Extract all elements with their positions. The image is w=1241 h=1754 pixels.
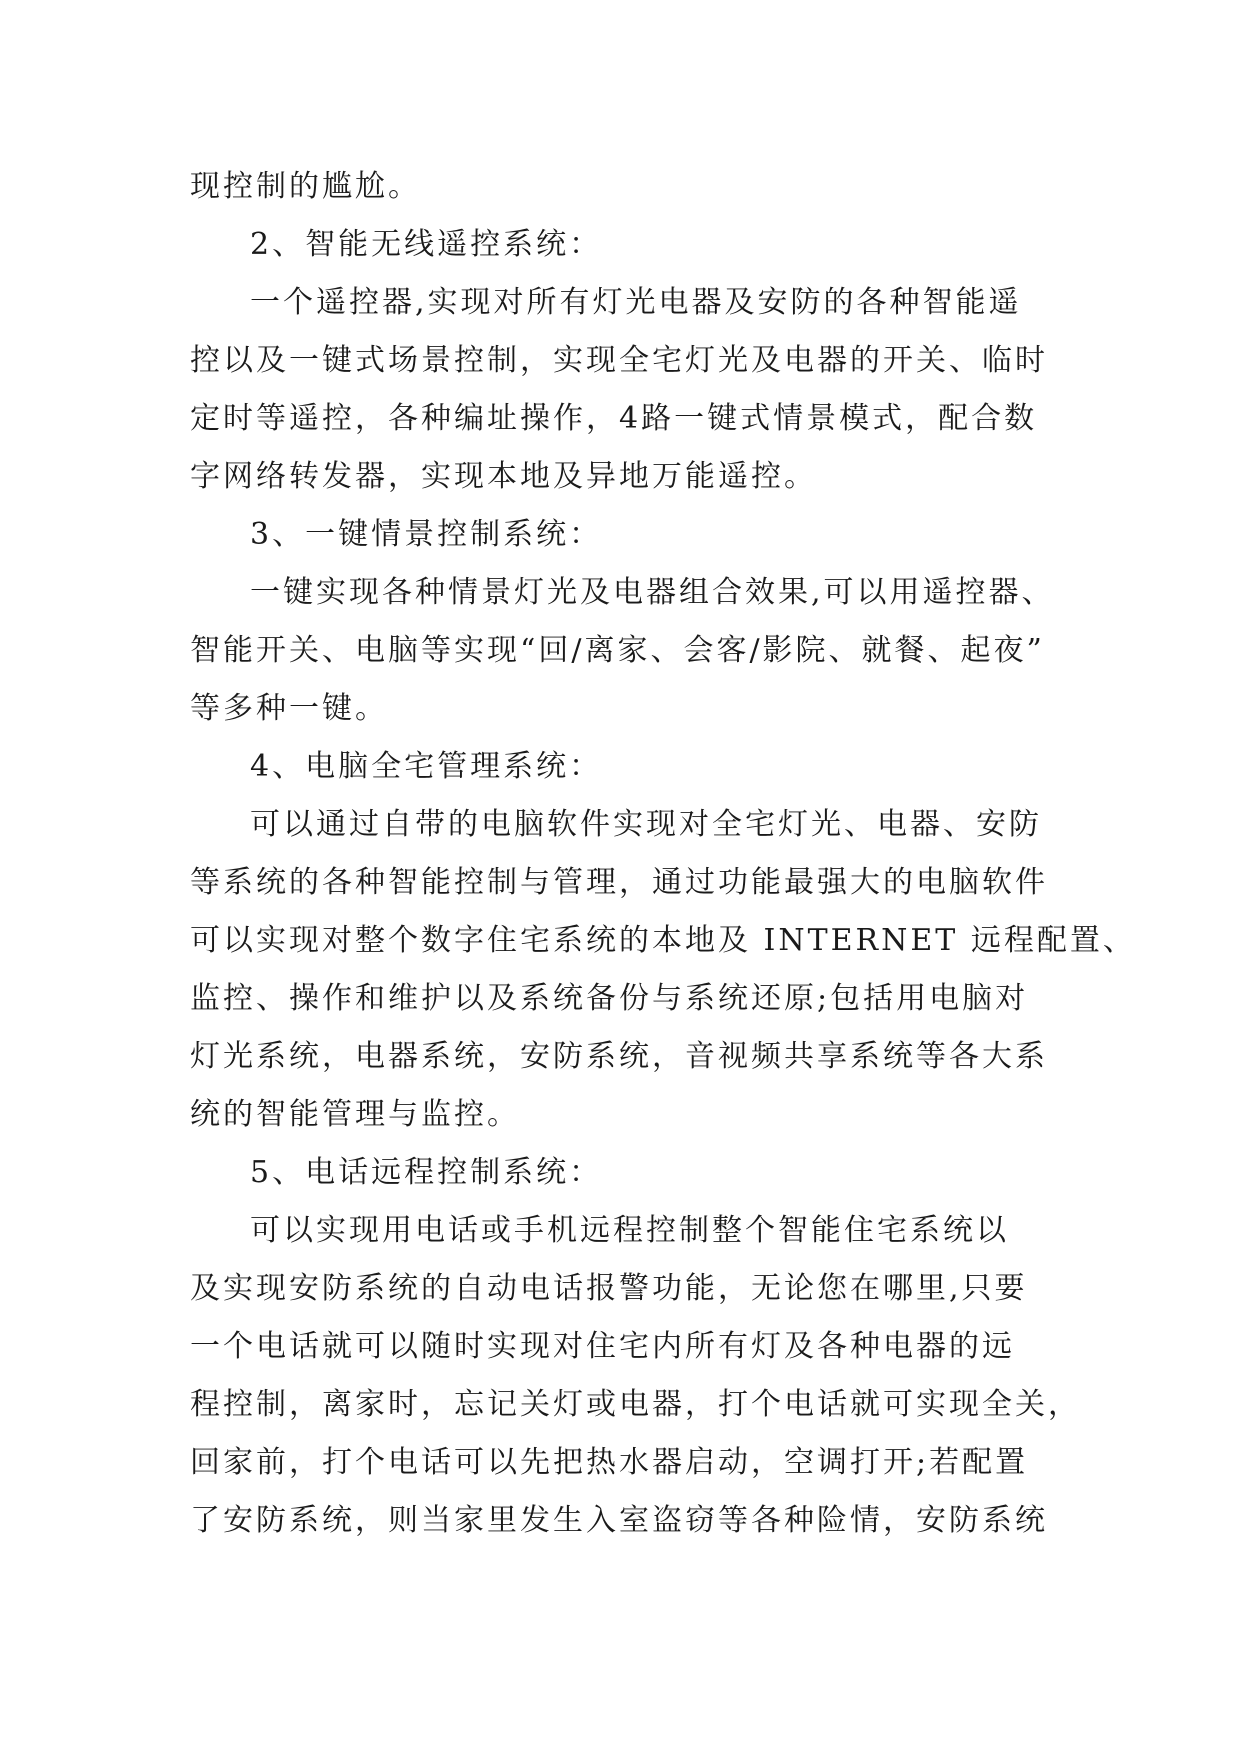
- text-line: 灯光系统，电器系统，安防系统，音视频共享系统等各大系: [190, 1039, 1048, 1074]
- text-line: 字网络转发器，实现本地及异地万能遥控。: [190, 459, 817, 494]
- text-line: 程控制，离家时，忘记关灯或电器，打个电话就可实现全关，: [190, 1387, 1081, 1422]
- section-heading-4: 4、电脑全宅管理系统：: [250, 749, 603, 784]
- text-line: 智能开关、电脑等实现“回/离家、会客/影院、就餐、起夜”: [190, 633, 1045, 668]
- section-heading-5: 5、电话远程控制系统：: [250, 1155, 603, 1190]
- text-line: 现控制的尴尬。: [190, 169, 421, 204]
- text-line: 监控、操作和维护以及系统备份与系统还原;包括用电脑对: [190, 981, 1029, 1016]
- text-line: 一键实现各种情景灯光及电器组合效果,可以用遥控器、: [250, 575, 1055, 610]
- section-heading-2: 2、智能无线遥控系统：: [250, 227, 603, 262]
- body-text: [190, 158, 1136, 1550]
- text-line: 控以及一键式场景控制，实现全宅灯光及电器的开关、临时: [190, 343, 1048, 378]
- text-line: 可以实现用电话或手机远程控制整个智能住宅系统以: [250, 1213, 1009, 1248]
- text-line: 可以实现对整个数字住宅系统的本地及 INTERNET 远程配置、: [190, 923, 1136, 958]
- text-line: 等系统的各种智能控制与管理，通过功能最强大的电脑软件: [190, 865, 1048, 900]
- text-line: 回家前，打个电话可以先把热水器启动，空调打开;若配置: [190, 1445, 1029, 1480]
- text-line: 定时等遥控，各种编址操作，4路一键式情景模式，配合数: [190, 401, 1038, 436]
- text-line: 了安防系统，则当家里发生入室盗窃等各种险情，安防系统: [190, 1503, 1048, 1538]
- section-heading-3: 3、一键情景控制系统：: [250, 517, 603, 552]
- text-line: 统的智能管理与监控。: [190, 1097, 520, 1132]
- text-line: 等多种一键。: [190, 691, 388, 726]
- text-line: 一个遥控器,实现对所有灯光电器及安防的各种智能遥: [250, 285, 1022, 320]
- text-line: 及实现安防系统的自动电话报警功能，无论您在哪里,只要: [190, 1271, 1028, 1306]
- text-line: 一个电话就可以随时实现对住宅内所有灯及各种电器的远: [190, 1329, 1015, 1364]
- text-line: 可以通过自带的电脑软件实现对全宅灯光、电器、安防: [250, 807, 1042, 842]
